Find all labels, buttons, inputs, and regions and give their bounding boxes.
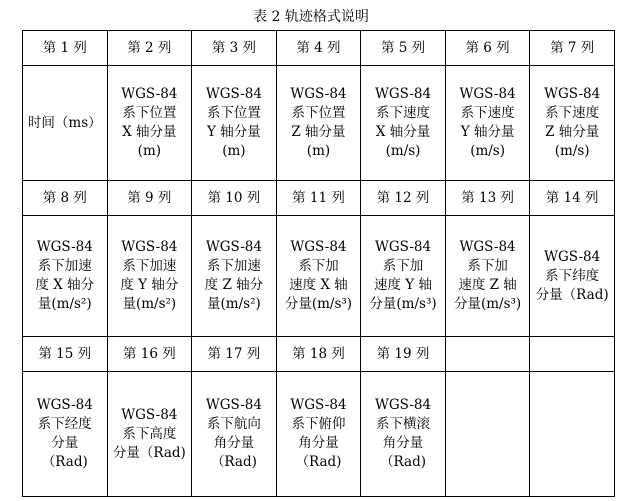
column-description: 时间（ms）	[23, 66, 108, 181]
column-header: 第 12 列	[361, 181, 446, 216]
description-row	[23, 66, 615, 181]
column-header: 第 14 列	[530, 181, 615, 216]
column-description: WGS-84 系下加速 度 X 轴分 量(m/s²)	[23, 216, 108, 337]
column-description: WGS-84 系下位置 Z 轴分量 (m)	[276, 66, 361, 181]
column-header-row	[23, 181, 615, 216]
column-header-row	[23, 337, 615, 372]
column-description: WGS-84 系下横滚 角分量 （Rad)	[361, 372, 446, 497]
description-row	[23, 372, 615, 497]
column-description: WGS-84 系下俯仰 角分量 （Rad)	[276, 372, 361, 497]
column-header: 第 8 列	[23, 181, 108, 216]
description-row	[23, 216, 615, 337]
empty-cell	[530, 337, 615, 372]
column-header: 第 2 列	[107, 31, 192, 66]
column-description: WGS-84 系下速度 Y 轴分量 (m/s)	[445, 66, 530, 181]
column-header: 第 13 列	[445, 181, 530, 216]
column-header: 第 17 列	[192, 337, 277, 372]
column-description: WGS-84 系下经度 分量 （Rad)	[23, 372, 108, 497]
column-description: WGS-84 系下速度 Z 轴分量 (m/s)	[530, 66, 615, 181]
column-header: 第 7 列	[530, 31, 615, 66]
column-description: WGS-84 系下加 速度 Y 轴 分量(m/s³)	[361, 216, 446, 337]
column-description: WGS-84 系下位置 X 轴分量 (m)	[107, 66, 192, 181]
column-description: WGS-84 系下纬度 分量（Rad)	[530, 216, 615, 337]
empty-cell	[445, 372, 530, 497]
empty-cell	[530, 372, 615, 497]
column-header: 第 5 列	[361, 31, 446, 66]
column-description: WGS-84 系下速度 X 轴分量 (m/s)	[361, 66, 446, 181]
column-header: 第 10 列	[192, 181, 277, 216]
column-description: WGS-84 系下加速 度 Y 轴分 量(m/s²)	[107, 216, 192, 337]
column-header: 第 3 列	[192, 31, 277, 66]
column-header: 第 11 列	[276, 181, 361, 216]
column-header: 第 1 列	[23, 31, 108, 66]
column-header: 第 6 列	[445, 31, 530, 66]
table-caption: 表 2 轨迹格式说明	[253, 9, 369, 25]
column-description: WGS-84 系下航向 角分量 （Rad)	[192, 372, 277, 497]
column-description: WGS-84 系下位置 Y 轴分量 (m)	[192, 66, 277, 181]
column-description: WGS-84 系下加 速度 X 轴 分量(m/s³)	[276, 216, 361, 337]
column-header: 第 15 列	[23, 337, 108, 372]
column-header: 第 18 列	[276, 337, 361, 372]
column-header: 第 9 列	[107, 181, 192, 216]
column-header: 第 4 列	[276, 31, 361, 66]
empty-cell	[445, 337, 530, 372]
column-header: 第 16 列	[107, 337, 192, 372]
column-description: WGS-84 系下加速 度 Z 轴分 量(m/s²)	[192, 216, 277, 337]
track-format-table	[22, 30, 615, 497]
column-description: WGS-84 系下高度 分量（Rad)	[107, 372, 192, 497]
column-description: WGS-84 系下加 速度 Z 轴 分量(m/s³)	[445, 216, 530, 337]
column-header: 第 19 列	[361, 337, 446, 372]
column-header-row	[23, 31, 615, 66]
